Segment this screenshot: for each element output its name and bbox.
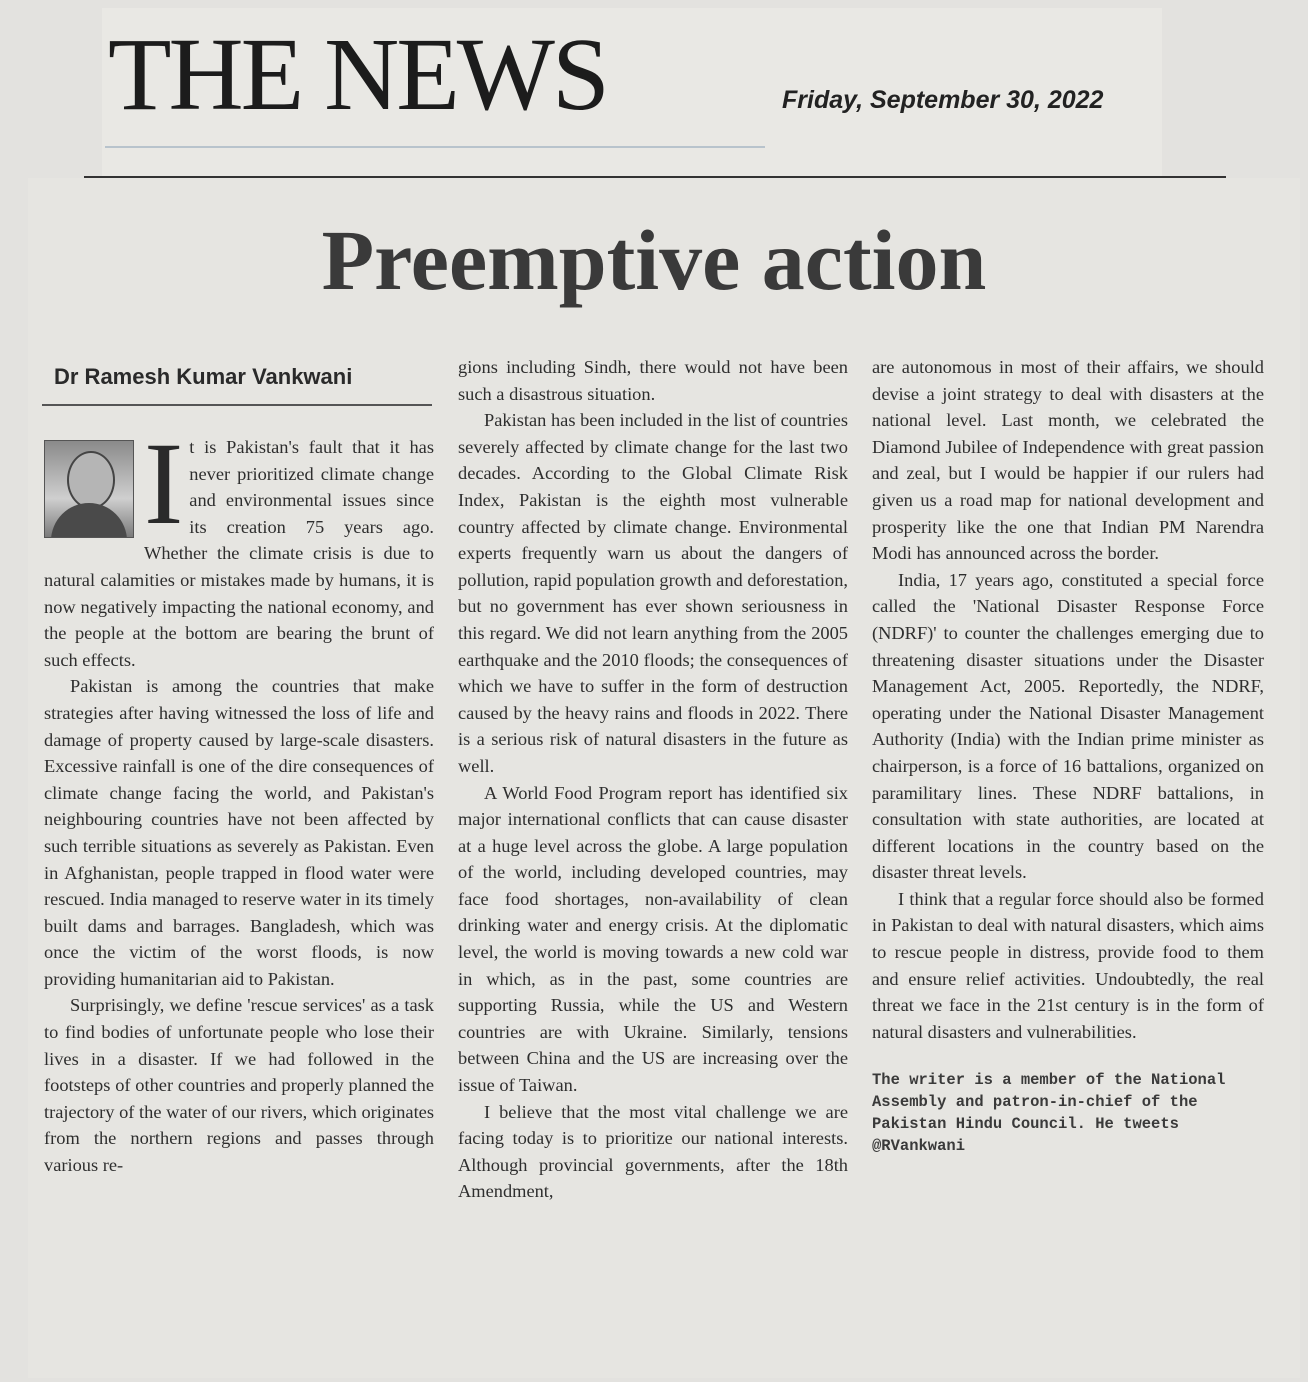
masthead-title: THE NEWS	[108, 17, 607, 132]
author-photo	[44, 440, 134, 538]
writer-note: The writer is a member of the National Assembly and patron-in-chief of the Pakistan Hindu Council. He tweets @RVankwani	[872, 1071, 1226, 1156]
top-rule	[84, 176, 1226, 178]
masthead-underline	[105, 146, 765, 148]
column-3	[872, 354, 1264, 1157]
drop-cap: I	[144, 418, 184, 549]
paragraph: gions including Sindh, there would not have been such a disastrous situation.	[458, 357, 848, 404]
author-photo-head	[67, 451, 115, 509]
paragraph: are autonomous in most of their affairs, we should devise a joint strategy to deal with disasters at the national level. Last month, we celebrated the Diamond Jubilee of Independence with great passion and zeal, but I would be happier if our rulers had given us a road map for national development and prosperity like the one that Indian PM Narendra Modi has announced across the border.	[872, 357, 1264, 564]
author-photo-body	[51, 503, 127, 538]
paragraph: India, 17 years ago, constituted a special force called the 'National Disaster Response Force (NDRF)' to counter the challenges emerging due to threatening disaster situations under the Disaster Management Act, 2005. Reportedly, the NDRF, operating under the National Disaster Management Authority (India) with the Indian prime minister as chairperson, is a force of 16 battalions, organized on paramilitary lines. These NDRF battalions, in consultation with state authorities, are located at different locations in the country based on the disaster threat levels.	[872, 569, 1264, 883]
column-1	[44, 418, 434, 1179]
paragraph: I think that a regular force should also be formed in Pakistan to deal with natural disasters, which aims to rescue people in distress, provide food to them and ensure relief activities. Undoubtedly, the real threat we face in the 21st century is in the form of natural disasters and vulnerabilities.	[872, 888, 1264, 1042]
byline-rule	[42, 404, 432, 406]
paragraph: Pakistan has been included in the list of countries severely affected by climate change for the last two decades. According to the Global Climate Risk Index, Pakistan is the eighth most vulnerable country affected by climate change. Environmental experts frequently warn us about the dangers of pollution, rapid population growth and deforestation, but no government has ever shown seriousness in this regard. We did not learn anything from the 2005 earthquake and the 2010 floods; the consequences of which we have to suffer in the form of destruction caused by the heavy rains and floods in 2022. There is a serious risk of natural disasters in the future as well.	[458, 410, 848, 776]
byline: Dr Ramesh Kumar Vankwani	[54, 364, 353, 389]
column-2	[458, 354, 848, 1205]
paragraph: Pakistan is among the countries that make strategies after having witnessed the loss of life and damage of property caused by large-scale disasters. Excessive rainfall is one of the dire consequences of climate change facing the world, and Pakistan's neighbouring countries have not been affected by such terrible situations as severely as Pakistan. Even in Afghanistan, people trapped in flood water were rescued. India managed to reserve water in its timely built dams and barrages. Bangladesh, which was once the victim of the worst floods, is now providing humanitarian aid to Pakistan.	[44, 676, 434, 989]
paragraph: Surprisingly, we define 'rescue services' as a task to find bodies of unfortunate people who lose their lives in a disaster. If we had followed in the footsteps of other countries and properly planned the trajectory of the water of our rivers, which originates from the northern regions and passes through various re-	[44, 995, 434, 1176]
headline: Preemptive action	[321, 212, 987, 308]
masthead-date: Friday, September 30, 2022	[782, 86, 1104, 114]
paragraph: A World Food Program report has identified six major international conflicts that can cause disaster at a huge level across the globe. A large population of the world, including developed countries, may face food shortages, non-availability of clean drinking water and energy crisis. At the diplomatic level, the world is moving towards a new cold war in which, as in the past, some countries are supporting Russia, while the US and Western countries are with Ukraine. Similarly, tensions between China and the US are increasing over the issue of Taiwan.	[458, 782, 848, 1096]
paragraph: t is Pakistan's fault that it has never prioritized climate change and environmental issues since its creation 75 years ago. Whether the climate crisis is due to natural calamities or mistakes made by humans, it is now negatively impacting the national economy, and the people at the bottom are bearing the brunt of such effects.	[44, 437, 434, 670]
paragraph: I believe that the most vital challenge we are facing today is to prioritize our national interests. Although provincial governments, after the 18th Amendment,	[458, 1101, 848, 1202]
